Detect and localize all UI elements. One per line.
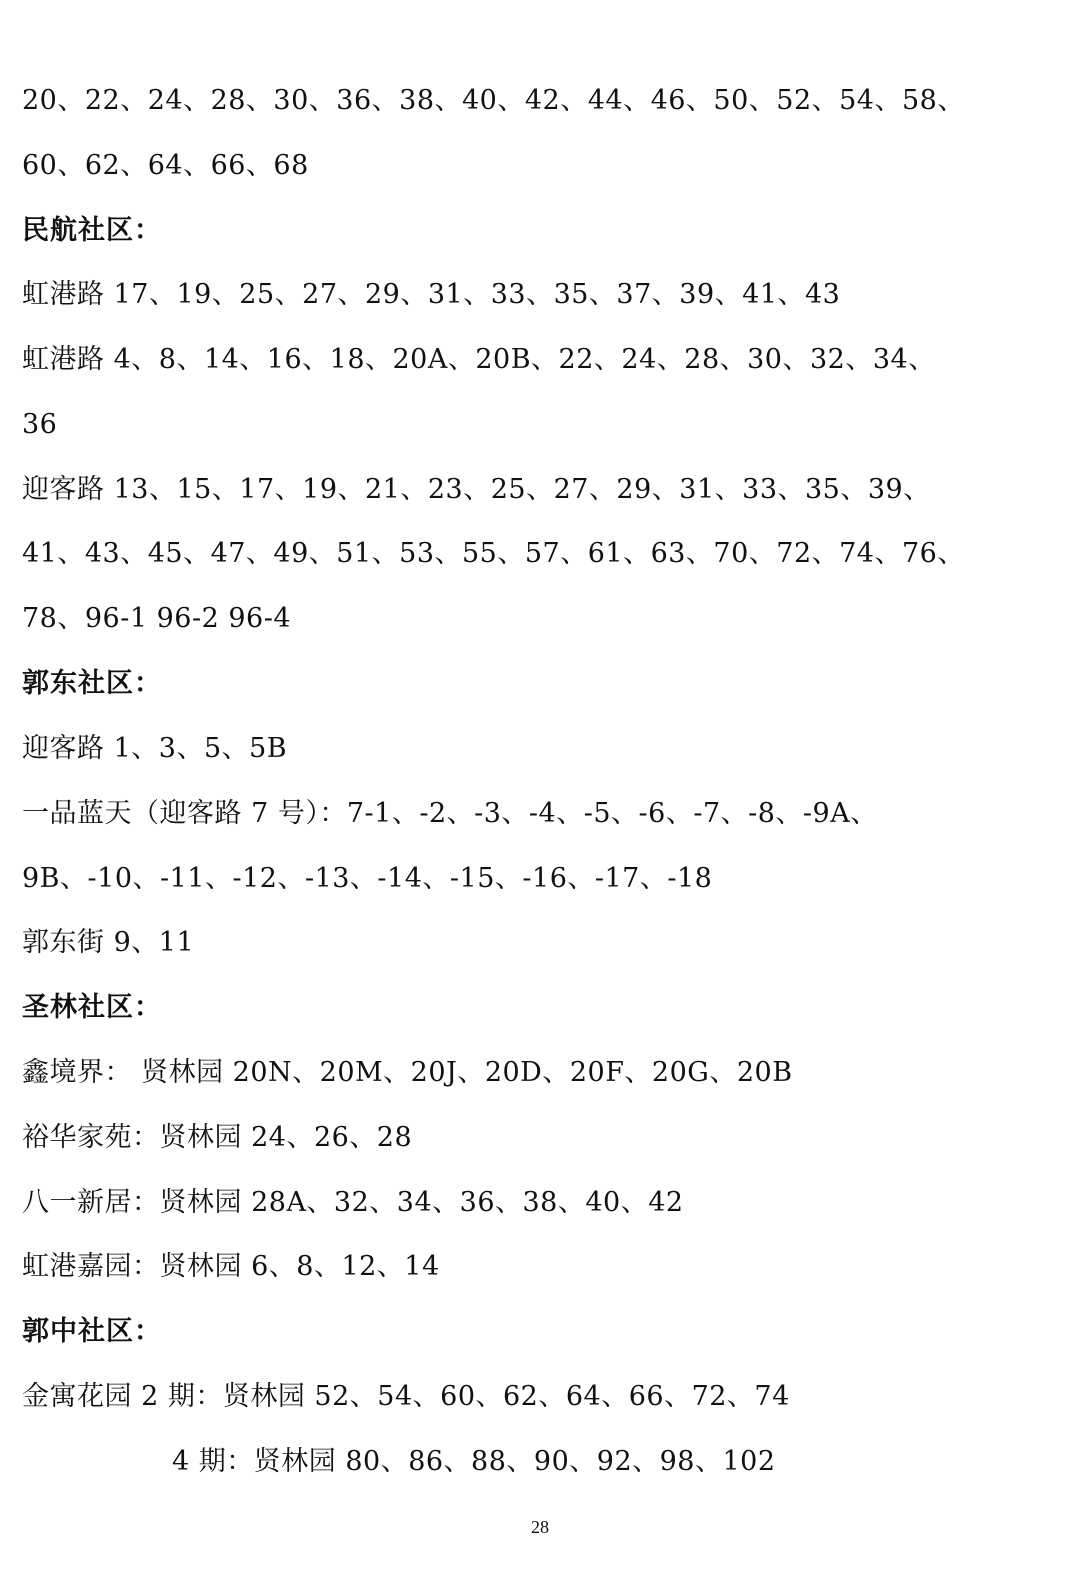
text-line: 郭东街 9、11 bbox=[22, 927, 195, 958]
text-line: 迎客路 13、15、17、19、21、23、25、27、29、31、33、35、39、 bbox=[22, 474, 931, 505]
text-line: 36 bbox=[22, 409, 58, 440]
section-heading-shenglin: 圣林社区： bbox=[22, 992, 162, 1023]
text-line: 八一新居：贤林园 28A、32、34、36、38、40、42 bbox=[22, 1187, 684, 1218]
page-number: 28 bbox=[531, 1517, 549, 1537]
text-line: 裕华家苑：贤林园 24、26、28 bbox=[22, 1122, 413, 1153]
text-line: 虹港路 17、19、25、27、29、31、33、35、37、39、41、43 bbox=[22, 279, 841, 310]
text-line: 虹港路 4、8、14、16、18、20A、20B、22、24、28、30、32、34、 bbox=[22, 344, 936, 375]
section-heading-guodong: 郭东社区： bbox=[22, 668, 162, 699]
text-line: 迎客路 1、3、5、5B bbox=[22, 733, 288, 764]
text-line: 一品蓝天（迎客路 7 号）：7-1、-2、-3、-4、-5、-6、-7、-8、-9A、 bbox=[22, 798, 878, 829]
text-line: 金寓花园 2 期：贤林园 52、54、60、62、64、66、72、74 bbox=[22, 1381, 790, 1412]
text-line: 4 期：贤林园 80、86、88、90、92、98、102 bbox=[172, 1446, 776, 1477]
text-line: 9B、-10、-11、-12、-13、-14、-15、-16、-17、-18 bbox=[22, 863, 713, 894]
text-line: 鑫境界： 贤林园 20N、20M、20J、20D、20F、20G、20B bbox=[22, 1057, 793, 1088]
text-line: 78、96-1 96-2 96-4 bbox=[22, 603, 291, 634]
text-line: 60、62、64、66、68 bbox=[22, 150, 309, 181]
text-line: 41、43、45、47、49、51、53、55、57、61、63、70、72、74、76、 bbox=[22, 538, 965, 569]
section-heading-guozhong: 郭中社区： bbox=[22, 1316, 162, 1347]
text-line: 虹港嘉园：贤林园 6、8、12、14 bbox=[22, 1251, 440, 1282]
text-line: 20、22、24、28、30、36、38、40、42、44、46、50、52、54、58、 bbox=[22, 85, 965, 116]
section-heading-minhang: 民航社区： bbox=[22, 215, 162, 246]
